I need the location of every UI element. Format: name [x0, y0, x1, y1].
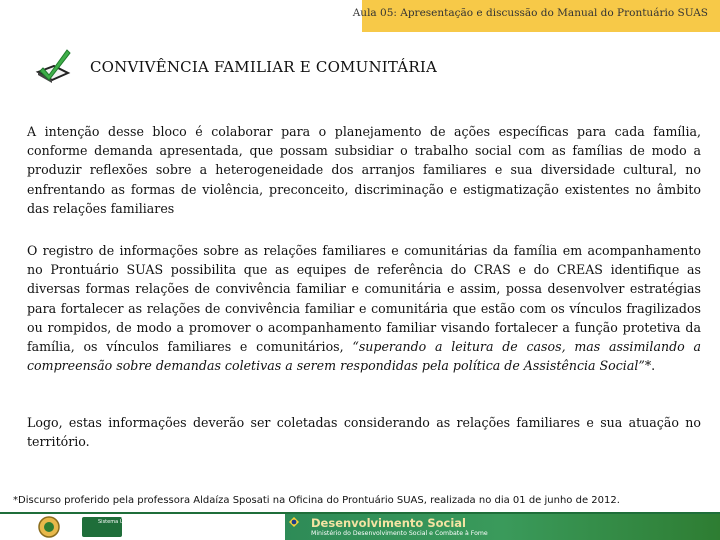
- footnote: *Discurso proferido pela professora Aldaíza Sposati na Oficina do Prontuário SUAS, realizada no dia 01 de junho de 2012.: [13, 495, 620, 506]
- paragraph-registro-main: O registro de informações sobre as relações familiares e comunitárias da família em acompanhamento no Prontuário SUAS possibilita que as equipes de referência do CRAS e do CREAS identifique as diversas formas relações de convivência familiar e comunitária e assim, possa desenvolver estratégias para fortalecer as relações de convivência familiar e comunitária que estão com os vínculos fragilizados ou rompidos, de modo a promover o acompanhamento familiar visando fortalecer a função protetiva da família, os vínculos familiares e comunitários,: [27, 243, 701, 355]
- paragraph-registro-quote: “superando a leitura de casos, mas assimilando a compreensão sobre demandas coletivas a serem respondidas pela política de Assistência Social”: [27, 339, 701, 374]
- checkmark-box-icon: [34, 46, 74, 86]
- paragraph-intro: A intenção desse bloco é colaborar para o planejamento de ações específicas para cada família, conforme demanda apresentada, que possam subsidiar o trabalho social com as famílias de modo a produzir reflexões sobre a heterogeneidade dos arranjos familiares e sua diversidade cultural, no enfrentando as formas de violência, preconceito, discriminação e estigmatização existentes no âmbito das relações familiares: [27, 124, 701, 216]
- suas-badge-text: Sistema Único de Assistência Social: [98, 519, 188, 525]
- paragraph-registro-end: *.: [644, 358, 656, 374]
- paragraph-conclusion: Logo, estas informações deverão ser coletadas considerando as relações familiares e sua atuação no território.: [27, 415, 701, 450]
- ministry-subtitle: Ministério do Desenvolvimento Social e Combate à Fome: [311, 530, 488, 537]
- header-lesson-title: Aula 05: Apresentação e discussão do Manual do Prontuário SUAS: [352, 7, 708, 19]
- page-title: CONVIVÊNCIA FAMILIAR E COMUNITÁRIA: [90, 58, 437, 76]
- brazil-flag-icon: [288, 516, 300, 528]
- paragraph-registro: [27, 241, 701, 375]
- suas-seal-logo: [36, 515, 62, 539]
- ministry-title: Desenvolvimento Social: [311, 516, 466, 530]
- header-bar: [352, 0, 720, 32]
